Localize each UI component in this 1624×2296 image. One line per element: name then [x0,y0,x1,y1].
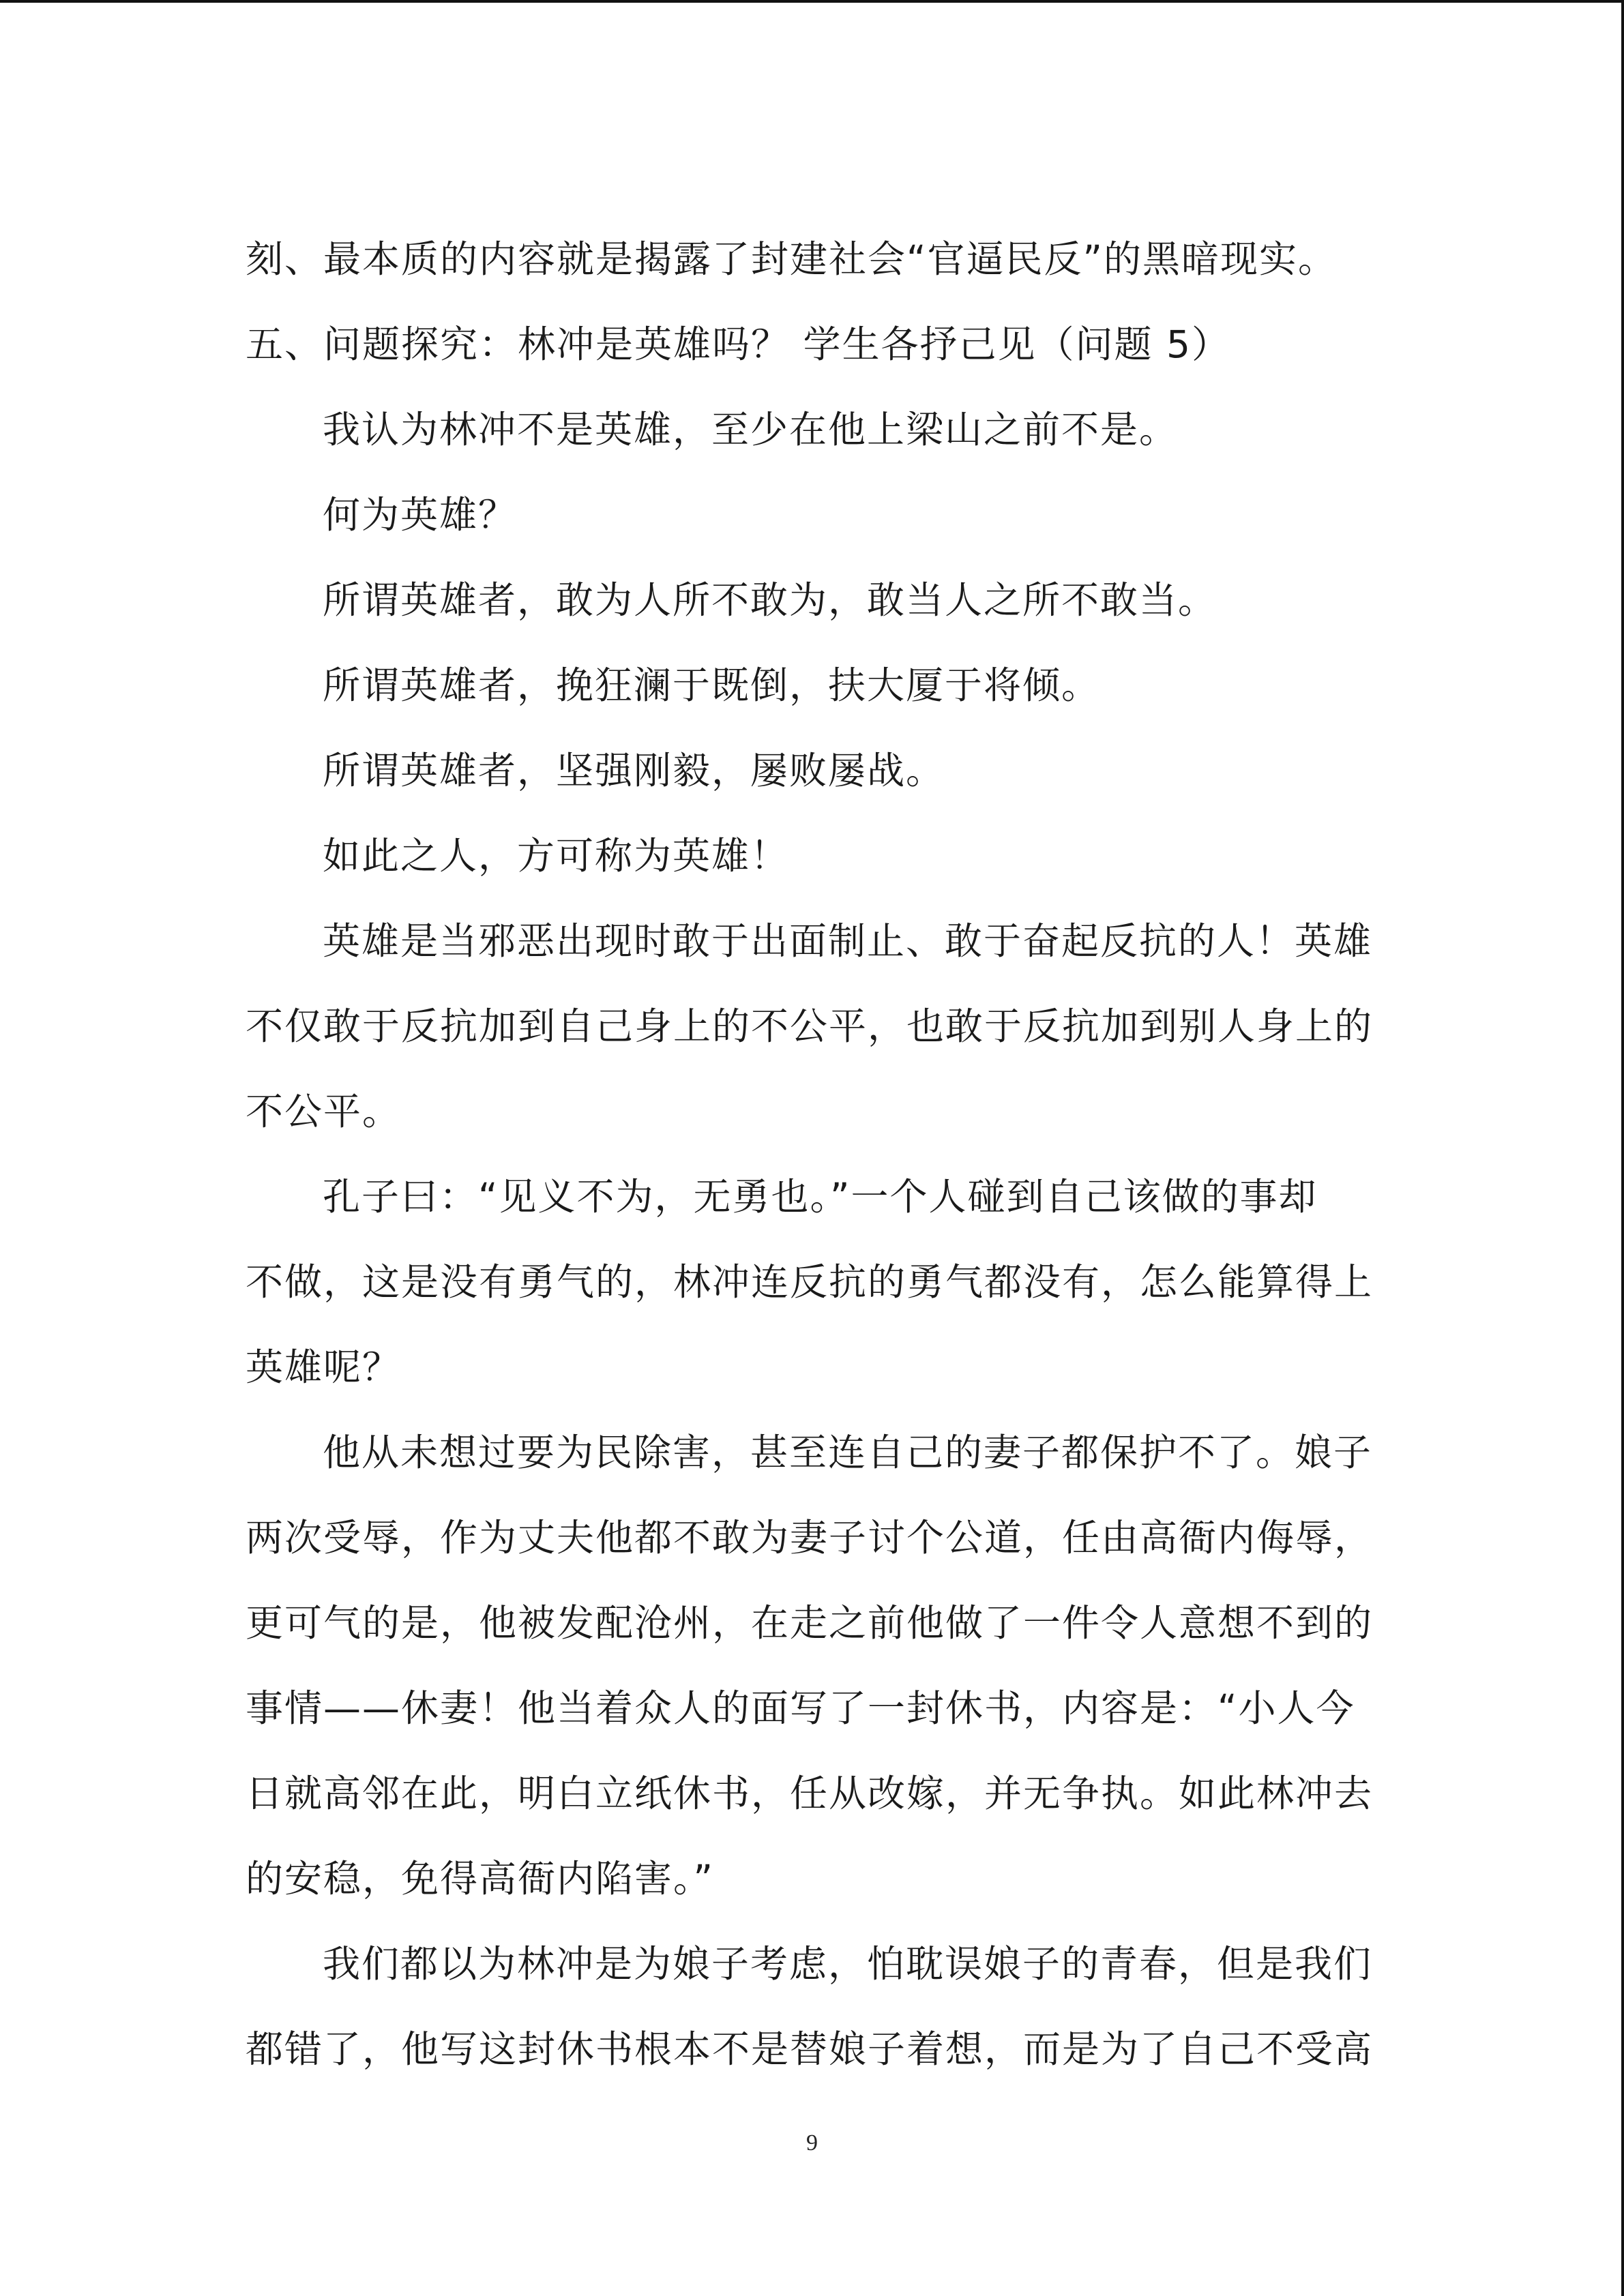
text-line-9: 英雄是当邪恶出现时敢于出面制止、敢于奋起反抗的人！英雄 [323,919,1373,963]
page-number: 9 [806,2130,818,2156]
text-line-19: 日就高邻在此，明白立纸休书，任从改嫁，并无争执。如此林冲去 [246,1772,1374,1815]
text-line-20: 的安稳，免得高衙内陷害。” [246,1857,714,1900]
text-line-8: 如此之人，方可称为英雄！ [323,834,790,878]
text-line-18: 事情——休妻！他当着众人的面写了一封休书，内容是：“小人今 [246,1686,1355,1730]
text-line-6: 所谓英雄者，挽狂澜于既倒，扶大厦于将倾。 [323,664,1101,707]
text-line-3: 我认为林冲不是英雄，至少在他上梁山之前不是。 [323,408,1179,451]
text-line-10: 不仅敢于反抗加到自己身上的不公平，也敢于反抗加到别人身上的 [246,1004,1374,1048]
text-line-21: 我们都以为林冲是为娘子考虑，怕耽误娘子的青春，但是我们 [323,1942,1373,1986]
page-top-border [0,0,1624,3]
text-line-14: 英雄呢？ [246,1345,402,1389]
text-line-16: 两次受辱，作为丈夫他都不敢为妻子讨个公道，任由高衙内侮辱， [246,1516,1374,1560]
text-line-12: 孔子曰：“见义不为，无勇也。”一个人碰到自己该做的事却 [323,1175,1318,1219]
document-body [246,217,1374,2092]
page-right-border [1621,0,1624,2296]
text-line-5: 所谓英雄者，敢为人所不敢为，敢当人之所不敢当。 [323,578,1217,622]
text-line-4: 何为英雄？ [323,493,518,537]
text-line-11: 不公平。 [246,1090,402,1133]
text-line-15: 他从未想过要为民除害，甚至连自己的妻子都保护不了。娘子 [323,1431,1373,1474]
text-line-13: 不做，这是没有勇气的，林冲连反抗的勇气都没有，怎么能算得上 [246,1260,1374,1304]
text-line-22: 都错了，他写这封休书根本不是替娘子着想，而是为了自己不受高 [246,2027,1374,2071]
text-line-2: 五、问题探究：林冲是英雄吗？ 学生各抒己见（问题 5） [246,323,1230,366]
text-line-17: 更可气的是，他被发配沧州，在走之前他做了一件令人意想不到的 [246,1601,1374,1645]
text-line-1: 刻、最本质的内容就是揭露了封建社会“官逼民反”的黑暗现实。 [246,237,1337,281]
text-line-7: 所谓英雄者，坚强刚毅，屡败屡战。 [323,749,945,792]
